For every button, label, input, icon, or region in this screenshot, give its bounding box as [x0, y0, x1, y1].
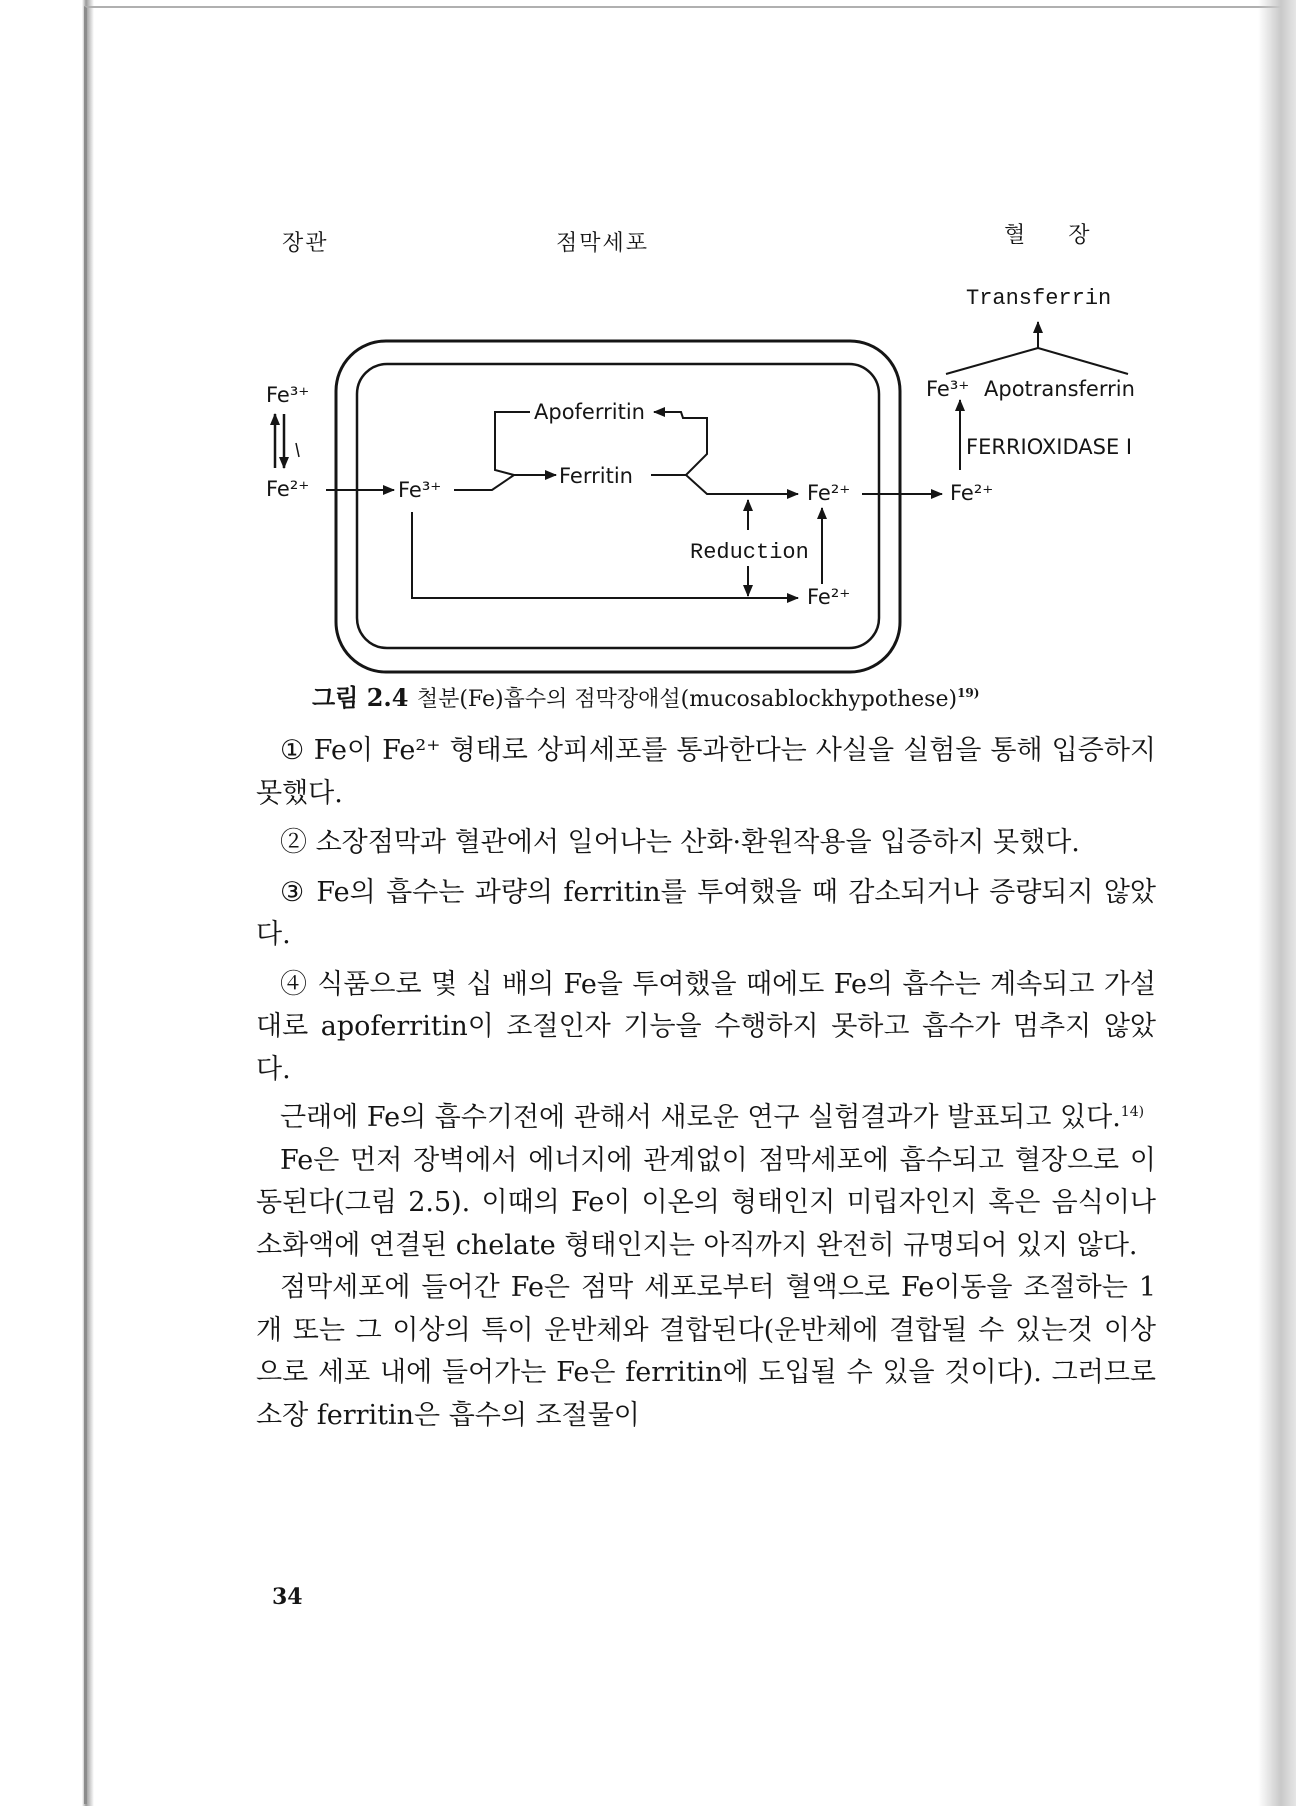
- header-plasma: 혈 장: [1004, 223, 1108, 248]
- cell-membrane-outer: [336, 341, 900, 672]
- page-number: 34: [272, 1584, 303, 1610]
- fe3-plasma-label: Fe³⁺: [926, 377, 970, 401]
- line-fe3-to-ferritin: [454, 475, 556, 490]
- reduction-label: Reduction: [690, 540, 809, 565]
- paragraph-5-text: 근래에 Fe의 흡수기전에 관해서 새로운 연구 실험결과가 발표되고 있다.: [280, 1102, 1121, 1133]
- header-mucosal-cell: 점막세포: [556, 231, 650, 256]
- line-ferritin-to-apoferritin: [651, 412, 707, 475]
- fe2-cell-label: Fe²⁺: [807, 481, 851, 505]
- transferrin-label: Transferrin: [966, 286, 1112, 311]
- ferroxidase-label: FERRIOXIDASE I: [966, 435, 1133, 459]
- paragraph-1: ① Fe이 Fe²⁺ 형태로 상피세포를 통과한다는 사실을 실험을 통해 입증하지 못했다.: [256, 735, 1156, 809]
- equilibrium-tick: [296, 443, 299, 457]
- figure-caption: [312, 678, 979, 713]
- paragraph-5-ref: 14): [1120, 1104, 1145, 1120]
- caption-ref: 19): [957, 686, 980, 700]
- paragraph-3: ③ Fe의 흡수는 과량의 ferritin를 투여했을 때 감소되거나 증량되지 않았다.: [256, 876, 1156, 950]
- fe3-cell-label: Fe³⁺: [398, 478, 442, 502]
- fe2-gut-label: Fe²⁺: [266, 477, 310, 501]
- paragraph-4: ④ 식품으로 몇 십 배의 Fe을 투여했을 때에도 Fe의 흡수는 계속되고 가설대로 apoferritin이 조절인자 기능을 수행하지 못하고 흡수가 멈추지 않았다.: [256, 968, 1156, 1085]
- line-fe3-join: [946, 348, 1038, 374]
- fe2-plasma-label: Fe²⁺: [950, 481, 994, 505]
- paragraph-2: ② 소장점막과 혈관에서 일어나는 산화·환원작용을 입증하지 못했다.: [280, 827, 1080, 858]
- fe3-gut-label: Fe³⁺: [266, 383, 310, 407]
- ferritin-label: Ferritin: [559, 464, 633, 488]
- line-apoferritin-to-ferritin: [495, 412, 530, 475]
- apotransferrin-label: Apotransferrin: [984, 377, 1135, 401]
- apoferritin-label: Apoferritin: [534, 400, 645, 424]
- iron-absorption-diagram: [0, 0, 1296, 680]
- caption-label: 그림 2.4: [312, 683, 409, 712]
- body-text: [256, 730, 1156, 1437]
- fe2-bottom-label: Fe²⁺: [807, 585, 851, 609]
- line-apotransferrin-join: [1038, 348, 1128, 374]
- paragraph-7: 점막세포에 들어간 Fe은 점막 세포로부터 혈액으로 Fe이동을 조절하는 1개 또는 그 이상의 특이 운반체와 결합된다(운반체에 결합될 수 있는것 이상으로 세포 내에 들어가는 Fe은 ferritin에 도입될 수 있을 것이다). 그러므로 소장 ferritin은 흡수의 조절물이: [256, 1272, 1156, 1431]
- paragraph-6: Fe은 먼저 장벽에서 에너지에 관계없이 점막세포에 흡수되고 혈장으로 이동된다(그림 2.5). 이때의 Fe이 이온의 형태인지 미립자인지 혹은 음식이나 소화액에 연결된 chelate 형태인지는 아직까지 완전히 규명되어 있지 않다.: [256, 1144, 1156, 1261]
- line-ferritin-to-fe2: [686, 475, 798, 494]
- caption-text: 철분(Fe)흡수의 점막장애설(mucosablockhypothese): [416, 687, 958, 712]
- paragraph-5: [256, 1091, 1156, 1140]
- header-intestine: 장관: [282, 231, 329, 256]
